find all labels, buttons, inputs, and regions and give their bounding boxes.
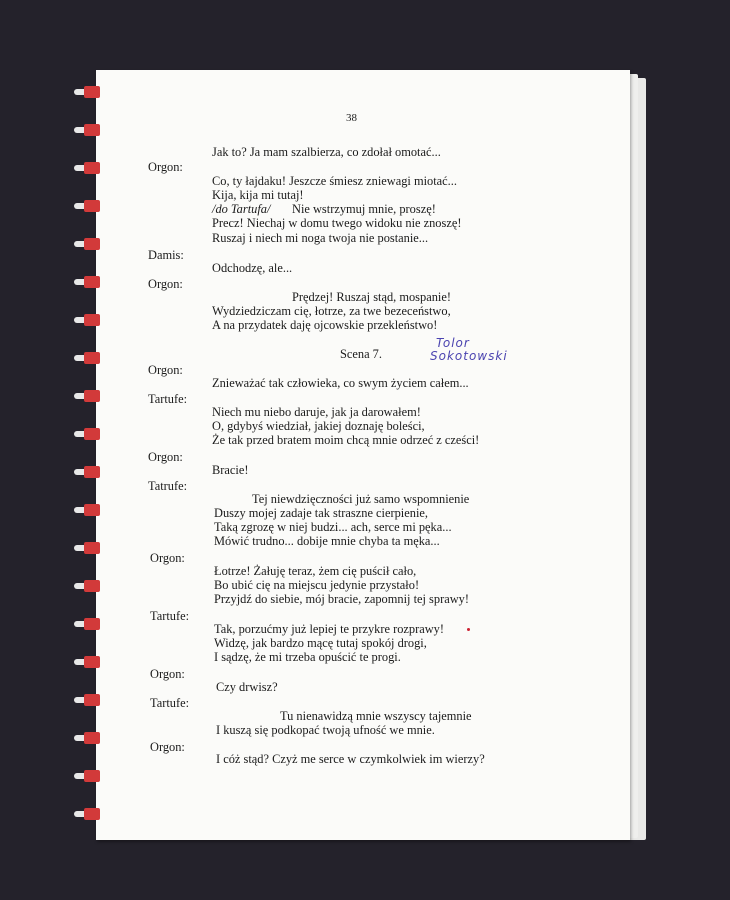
binding-ring	[84, 466, 100, 478]
dialogue-line: Co, ty łajdaku! Jeszcze śmiesz zniewagi miotać...	[212, 174, 457, 188]
dialogue-line: Nie wstrzymuj mnie, proszę!	[292, 202, 436, 216]
dialogue-line: Prędzej! Ruszaj stąd, mospanie!	[292, 290, 451, 304]
dialogue-line: Bo ubić cię na miejscu jedynie przystało!	[214, 578, 420, 592]
dialogue-line: Niech mu niebo daruje, jak ja darowałem!	[212, 405, 421, 419]
dialogue-line: Czy drwisz?	[216, 680, 278, 694]
speaker-label: Orgon:	[148, 363, 183, 377]
speaker-label: Orgon:	[150, 551, 185, 565]
speaker-label: Damis:	[148, 248, 184, 262]
speaker-label: Orgon:	[148, 160, 183, 174]
dialogue-line: Ruszaj i niech mi noga twoja nie postanie...	[212, 231, 429, 245]
spiral-binding	[72, 72, 112, 840]
binding-ring	[84, 656, 100, 668]
binding-ring	[84, 162, 100, 174]
binding-ring	[84, 504, 100, 516]
ink-mark	[467, 628, 470, 631]
binding-ring	[84, 314, 100, 326]
binding-ring	[84, 618, 100, 630]
dialogue-line: Znieważać tak człowieka, co swym życiem całem...	[212, 376, 469, 390]
binding-ring	[84, 352, 100, 364]
binding-ring	[84, 808, 100, 820]
binding-ring	[84, 390, 100, 402]
dialogue-line: I sądzę, że mi trzeba opuścić te progi.	[214, 650, 401, 664]
speaker-label: Orgon:	[150, 667, 185, 681]
binding-ring	[84, 580, 100, 592]
scene-title: Scena 7.	[340, 347, 382, 361]
dialogue-line: Bracie!	[212, 463, 249, 477]
speaker-label: Orgon:	[148, 450, 183, 464]
dialogue-line: Przyjdź do siebie, mój bracie, zapomnij tej sprawy!	[214, 592, 469, 606]
speaker-label: Tartufe:	[150, 696, 190, 710]
binding-ring	[84, 238, 100, 250]
dialogue-line: Łotrze! Żałuję teraz, żem cię puścił cało,	[214, 564, 417, 578]
dialogue-line: Odchodzę, ale...	[212, 261, 293, 275]
dialogue-line: O, gdybyś wiedział, jakiej doznaję boleści,	[212, 419, 425, 433]
binding-ring	[84, 694, 100, 706]
handwritten-name-line2: Sokotowski	[430, 349, 508, 363]
binding-ring	[84, 200, 100, 212]
speaker-label: Orgon:	[150, 740, 185, 754]
dialogue-line: I kuszą się podkopać twoją ufność we mnie.	[216, 723, 435, 737]
binding-ring	[84, 732, 100, 744]
speaker-label: Tartufe:	[148, 392, 188, 406]
dialogue-line: Duszy mojej zadaje tak straszne cierpienie,	[214, 506, 428, 520]
dialogue-line: I cóż stąd? Czyż me serce w czymkolwiek im wierzy?	[216, 752, 485, 766]
dialogue-line: Jak to? Ja mam szalbierza, co zdołał omotać...	[212, 145, 441, 159]
speaker-label: Orgon:	[148, 277, 183, 291]
dialogue-line: Taką zgrozę w niej budzi... ach, serce mi pęka...	[214, 520, 452, 534]
dialogue-line: Tak, porzućmy już lepiej te przykre rozprawy!	[214, 622, 444, 636]
binding-ring	[84, 770, 100, 782]
dialogue-line: Tu nienawidzą mnie wszyscy tajemnie	[280, 709, 472, 723]
stage-direction: /do Tartufa/	[212, 202, 271, 216]
dialogue-line: Precz! Niechaj w domu twego widoku nie znoszę!	[212, 216, 462, 230]
dialogue-line: Że tak przed bratem moim chcą mnie odrzeć z cześci!	[212, 433, 480, 447]
binding-ring	[84, 124, 100, 136]
binding-ring	[84, 276, 100, 288]
speaker-label: Tatrufe:	[148, 479, 188, 493]
dialogue-line: Kija, kija mi tutaj!	[212, 188, 304, 202]
dialogue-line: Wydziedziczam cię, łotrze, za twe bezeceństwo,	[212, 304, 451, 318]
dialogue-line: A na przydatek daję ojcowskie przekleństwo!	[212, 318, 438, 332]
page-number: 38	[346, 112, 357, 124]
binding-ring	[84, 428, 100, 440]
binding-ring	[84, 542, 100, 554]
binding-ring	[84, 86, 100, 98]
dialogue-line: Mówić trudno... dobije mnie chyba ta męka...	[214, 534, 440, 548]
dialogue-line: Widzę, jak bardzo mącę tutaj spokój drogi,	[214, 636, 427, 650]
speaker-label: Tartufe:	[150, 609, 190, 623]
dialogue-line: Tej niewdzięczności już samo wspomnienie	[252, 492, 470, 506]
handwritten-name-line1: Tolor	[436, 336, 470, 350]
